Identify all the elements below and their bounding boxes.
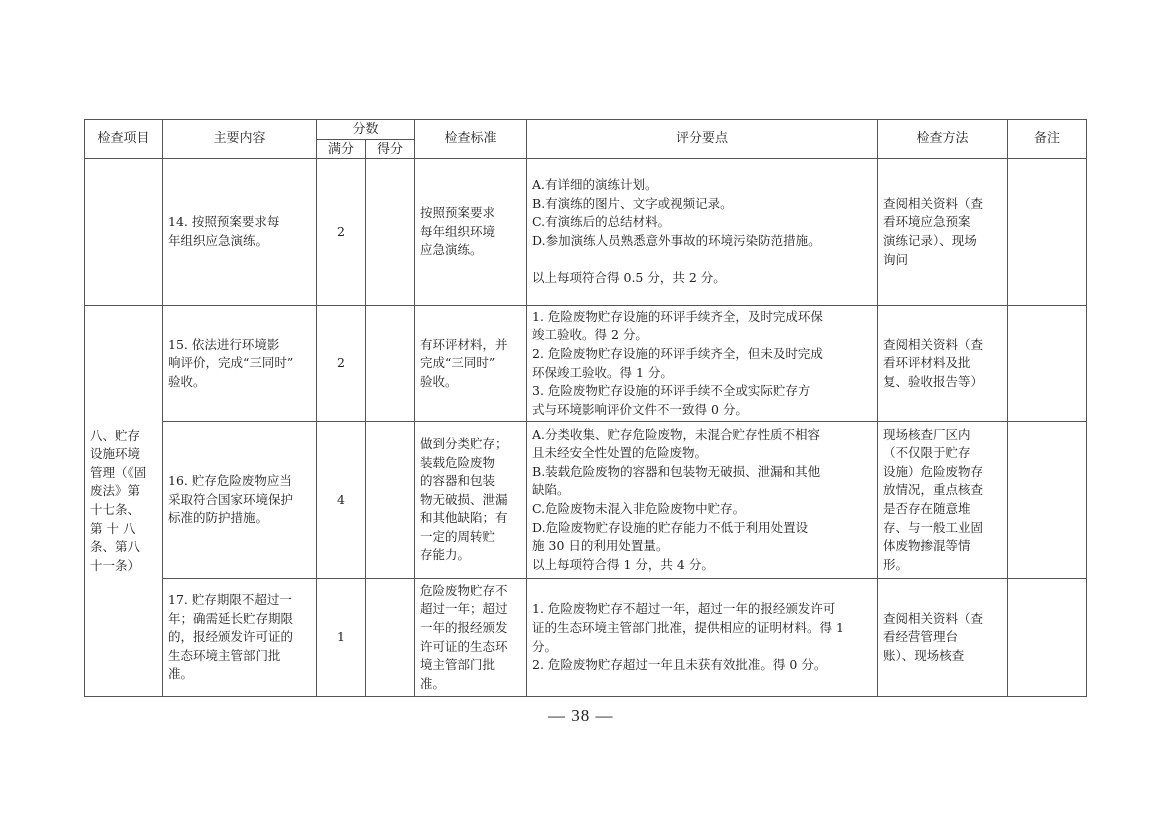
header-row xyxy=(85,120,1087,140)
header-full-score: 满分 xyxy=(317,140,366,159)
remark-cell xyxy=(1008,306,1087,422)
table-row xyxy=(85,579,1087,697)
remark-cell xyxy=(1008,159,1087,306)
header-points: 评分要点 xyxy=(527,120,878,159)
header-standard: 检查标准 xyxy=(415,120,527,159)
header-got-score: 得分 xyxy=(366,140,415,159)
full-score-cell: 2 xyxy=(317,306,366,422)
standard-cell: 危险废物贮存不 超过一年；超过 一年的报经颁发 许可证的生态环 境主管部门批 准。 xyxy=(415,579,527,697)
method-cell: 查阅相关资料（查 看环评材料及批 复、验收报告等） xyxy=(878,306,1008,422)
content-cell: 15. 依法进行环境影 响评价，完成“三同时” 验收。 xyxy=(163,306,317,422)
header-method: 检查方法 xyxy=(878,120,1008,159)
method-cell: 查阅相关资料（查 看环境应急预案 演练记录）、现场 询问 xyxy=(878,159,1008,306)
header-remark: 备注 xyxy=(1008,120,1087,159)
points-cell: A.分类收集、贮存危险废物，未混合贮存性质不相容 且未经安全性处置的危险废物。 B.装载危险废物的容器和包装物无破损、泄漏和其他 缺陷。 C.危险废物未混入非危险废物中贮存。 D.危险废物贮存设施的贮存能力不低于利用处置设 施 30 日的利用处置量。 以上每项符合得 1 分，共 4 分。 xyxy=(527,422,878,579)
header-item: 检查项目 xyxy=(85,120,163,159)
standard-cell: 有环评材料，并 完成“三同时” 验收。 xyxy=(415,306,527,422)
got-score-cell xyxy=(366,159,415,306)
content-cell: 17. 贮存期限不超过一 年；确需延长贮存期限 的，报经颁发许可证的 生态环境主管部门批 准。 xyxy=(163,579,317,697)
table-row xyxy=(85,422,1087,579)
method-cell: 现场核查厂区内 （不仅限于贮存 设施）危险废物存 放情况，重点核查 是否存在随意堆 存、与一般工业固 体废物掺混等情 形。 xyxy=(878,422,1008,579)
points-cell: 1. 危险废物贮存设施的环评手续齐全，及时完成环保 竣工验收。得 2 分。 2. 危险废物贮存设施的环评手续齐全，但未及时完成 环保竣工验收。得 1 分。 3. 危险废物贮存设施的环评手续不全或实际贮存方 式与环境影响评价文件不一致得 0 分。 xyxy=(527,306,878,422)
method-cell: 查阅相关资料（查 看经营管理台 账）、现场核查 xyxy=(878,579,1008,697)
full-score-cell: 2 xyxy=(317,159,366,306)
points-cell: 1. 危险废物贮存不超过一年，超过一年的报经颁发许可 证的生态环境主管部门批准，提供相应的证明材料。得 1 分。 2. 危险废物贮存超过一年且未获有效批准。得 0 分。 xyxy=(527,579,878,697)
remark-cell xyxy=(1008,579,1087,697)
got-score-cell xyxy=(366,579,415,697)
content-cell: 16. 贮存危险废物应当 采取符合国家环境保护 标准的防护措施。 xyxy=(163,422,317,579)
standard-cell: 按照预案要求 每年组织环境 应急演练。 xyxy=(415,159,527,306)
item-cell-section8: 八、贮存 设施环境 管理（《固 废法》第 十七条、 第 十 八 条、第八 十一条） xyxy=(85,306,163,697)
full-score-cell: 4 xyxy=(317,422,366,579)
inspection-table xyxy=(84,119,1087,697)
full-score-cell: 1 xyxy=(317,579,366,697)
remark-cell xyxy=(1008,422,1087,579)
points-cell: A.有详细的演练计划。 B.有演练的图片、文字或视频记录。 C.有演练后的总结材料。 D.参加演练人员熟悉意外事故的环境污染防范措施。 以上每项符合得 0.5 分，共 2 分。 xyxy=(527,159,878,306)
got-score-cell xyxy=(366,422,415,579)
table-row xyxy=(85,159,1087,306)
got-score-cell xyxy=(366,306,415,422)
page-number: — 38 — xyxy=(548,706,614,725)
header-content: 主要内容 xyxy=(163,120,317,159)
standard-cell: 做到分类贮存； 装载危险废物 的容器和包装 物无破损、泄漏 和其他缺陷；有 一定的周转贮 存能力。 xyxy=(415,422,527,579)
content-cell: 14. 按照预案要求每 年组织应急演练。 xyxy=(163,159,317,306)
header-score: 分数 xyxy=(317,120,415,140)
table-row xyxy=(85,306,1087,422)
item-cell-continued xyxy=(85,159,163,306)
